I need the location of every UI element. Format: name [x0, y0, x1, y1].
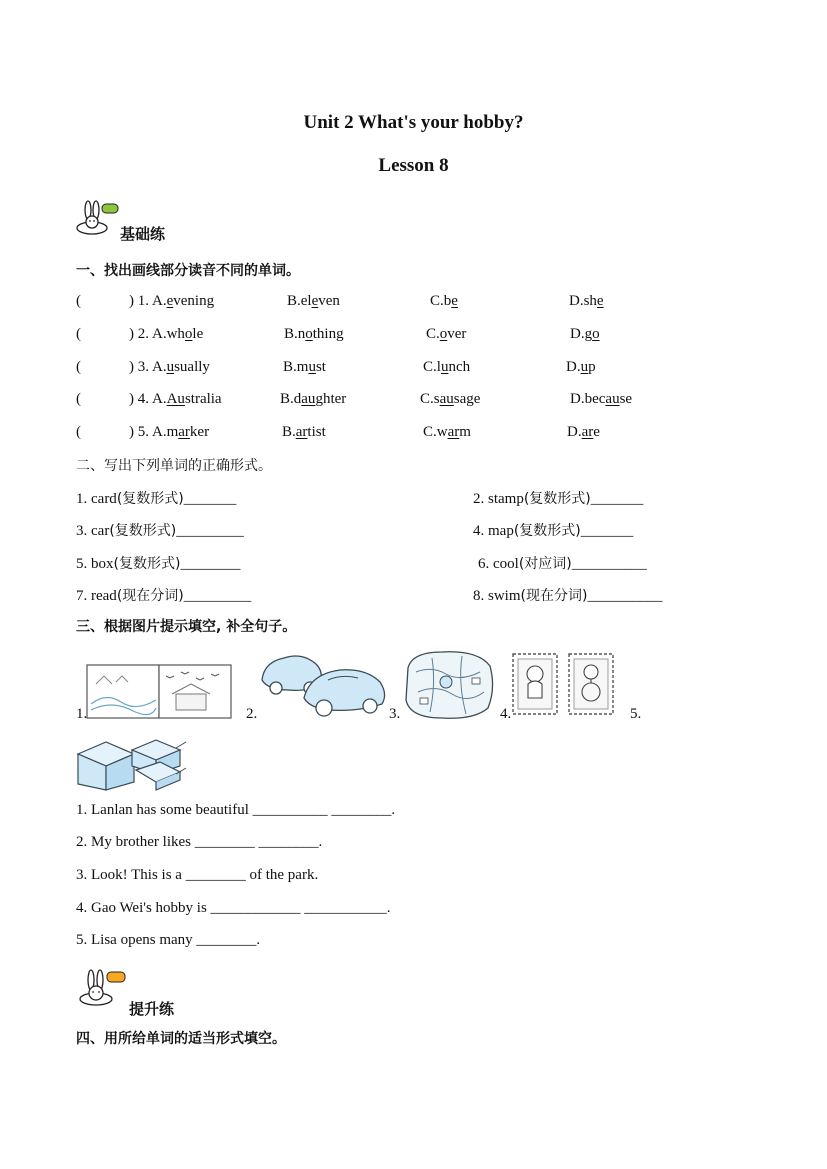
part2-heading: 二、写出下列单词的正确形式。 — [76, 458, 272, 474]
option-d: D.up — [566, 359, 596, 375]
picture-label: 4. — [500, 706, 512, 722]
option-a: A.Australia — [152, 391, 222, 407]
question-number: ) 4. — [129, 391, 149, 407]
option-b: B.must — [283, 359, 326, 375]
question-number: ) 3. — [129, 359, 149, 375]
question-number: ) 5. — [129, 424, 149, 440]
rabbit-mascot-icon — [74, 200, 122, 236]
underlined-letters: e — [596, 293, 604, 309]
picture-label: 2. — [246, 706, 258, 722]
answer-paren: ( — [76, 391, 81, 407]
section-advanced-label: 提升练 — [129, 1000, 175, 1018]
landscape-cards-picture — [86, 664, 232, 720]
rabbit-mascot-icon — [76, 968, 128, 1008]
underlined-letters: o — [439, 326, 448, 342]
option-d: D.go — [570, 326, 600, 342]
option-b: B.nothing — [284, 326, 344, 342]
underlined-letters: Au — [166, 391, 185, 407]
lesson-title: Lesson 8 — [378, 155, 449, 176]
answer-paren: ( — [76, 359, 81, 375]
part3-sentence: 1. Lanlan has some beautiful __________ ________. — [76, 802, 396, 818]
page-title: Unit 2 What's your hobby? — [303, 112, 524, 133]
stamps-picture — [512, 652, 616, 716]
option-a: A.marker — [152, 424, 210, 440]
option-a: A.whole — [152, 326, 204, 342]
underlined-letters: o — [184, 326, 193, 342]
part3-sentence: 5. Lisa opens many ________. — [76, 932, 261, 948]
option-c: C.be — [430, 293, 458, 309]
part2-item: 2. stamp(复数形式)_______ — [473, 491, 644, 507]
picture-label: 5. — [630, 706, 642, 722]
answer-paren: ( — [76, 293, 81, 309]
option-c: C.sausage — [420, 391, 481, 407]
option-b: B.daughter — [280, 391, 347, 407]
underlined-letters: e — [166, 293, 174, 309]
picture-label: 3. — [389, 706, 401, 722]
part2-item: 4. map(复数形式)_______ — [473, 523, 634, 539]
underlined-letters: ar — [295, 424, 308, 440]
option-b: B.eleven — [287, 293, 340, 309]
option-d: D.are — [567, 424, 600, 440]
option-b: B.artist — [282, 424, 326, 440]
underlined-letters: ar — [178, 424, 190, 440]
underlined-letters: o — [305, 326, 313, 342]
section-basic-label: 基础练 — [120, 225, 166, 243]
underlined-letters: o — [592, 326, 600, 342]
part3-heading: 三、根据图片提示填空, 补全句子。 — [76, 619, 297, 635]
underlined-letters: u — [440, 359, 449, 375]
option-a: A.usually — [152, 359, 210, 375]
option-a: A.evening — [152, 293, 215, 309]
underlined-letters: u — [166, 359, 175, 375]
option-d: D.she — [569, 293, 604, 309]
part3-sentence: 2. My brother likes ________ ________. — [76, 834, 323, 850]
option-c: C.over — [426, 326, 467, 342]
park-map-picture — [402, 648, 496, 722]
picture-label: 1. — [76, 706, 88, 722]
answer-paren: ( — [76, 326, 81, 342]
part4-heading: 四、用所给单词的适当形式填空。 — [76, 1031, 286, 1047]
underlined-letters: ar — [447, 424, 460, 440]
answer-paren: ( — [76, 424, 81, 440]
part2-item: 5. box(复数形式)________ — [76, 556, 241, 572]
option-d: D.because — [570, 391, 633, 407]
part2-item: 1. card(复数形式)_______ — [76, 491, 237, 507]
option-c: C.lunch — [423, 359, 471, 375]
question-number: ) 2. — [129, 326, 149, 342]
underlined-letters: e — [311, 293, 319, 309]
underlined-letters: au — [439, 391, 454, 407]
underlined-letters: u — [308, 359, 316, 375]
part2-item: 8. swim(现在分词)__________ — [473, 588, 663, 604]
underlined-letters: au — [605, 391, 620, 407]
part2-item: 3. car(复数形式)_________ — [76, 523, 244, 539]
part1-heading: 一、找出画线部分读音不同的单词。 — [76, 263, 300, 279]
part3-sentence: 3. Look! This is a ________ of the park. — [76, 867, 319, 883]
underlined-letters: au — [301, 391, 316, 407]
underlined-letters: e — [451, 293, 458, 309]
option-c: C.warm — [423, 424, 471, 440]
part2-item: 6. cool(对应词)__________ — [478, 556, 647, 572]
toy-cars-picture — [258, 646, 388, 720]
underlined-letters: u — [580, 359, 589, 375]
part3-sentence: 4. Gao Wei's hobby is ____________ ___________. — [76, 900, 391, 916]
underlined-letters: ar — [581, 424, 594, 440]
question-number: ) 1. — [129, 293, 149, 309]
boxes-picture — [76, 738, 188, 792]
part2-item: 7. read(现在分词)_________ — [76, 588, 252, 604]
